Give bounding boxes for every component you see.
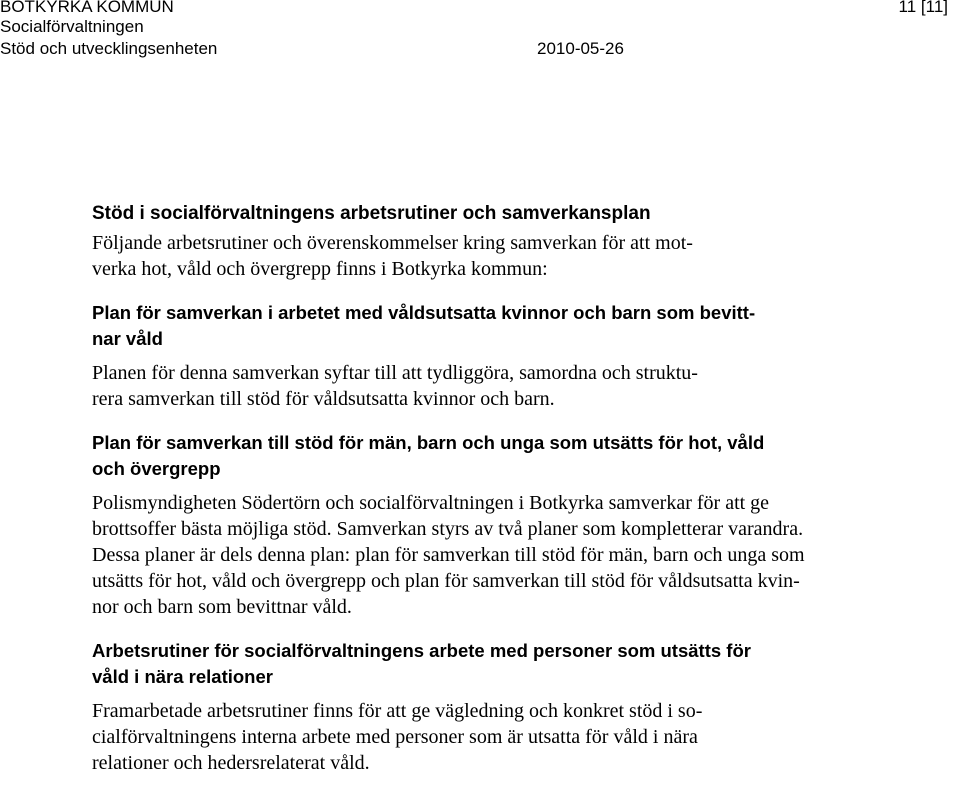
organization-name: BOTKYRKA KOMMUN <box>0 0 174 16</box>
plan2-title <box>92 430 952 482</box>
plan1-title <box>92 300 952 352</box>
department-name: Socialförvaltningen <box>0 17 144 36</box>
routines-paragraph <box>92 698 952 776</box>
plan1-title-line: Plan för samverkan i arbetet med våldsutsatta kvinnor och barn som bevitt- <box>92 302 756 323</box>
plan2-body-line: utsätts för hot, våld och övergrepp och plan för samverkan till stöd för våldsutsatta kvin- <box>92 570 800 592</box>
document-date: 2010-05-26 <box>537 39 624 58</box>
plan1-paragraph <box>92 360 952 412</box>
routines-title-line: Arbetsrutiner för socialförvaltningens arbete med personer som utsätts för <box>92 640 751 661</box>
routines-body-line: Framarbetade arbetsrutiner finns för att ge vägledning och konkret stöd i so- <box>92 700 703 722</box>
plan1-body-line: Planen för denna samverkan syftar till att tydliggöra, samordna och struktu- <box>92 362 698 384</box>
intro-line: verka hot, våld och övergrepp finns i Botkyrka kommun: <box>92 258 548 280</box>
routines-body-line: relationer och hedersrelaterat våld. <box>92 752 370 774</box>
plan2-body-line: Dessa planer är dels denna plan: plan för samverkan till stöd för män, barn och unga som <box>92 544 805 566</box>
document-body <box>92 201 952 776</box>
intro-paragraph <box>92 230 952 282</box>
plan2-body-line: Polismyndigheten Södertörn och socialförvaltningen i Botkyrka samverkar för att ge <box>92 492 770 514</box>
plan2-title-line: Plan för samverkan till stöd för män, barn och unga som utsätts för hot, våld <box>92 432 765 453</box>
plan2-title-line: och övergrepp <box>92 458 221 479</box>
routines-title-line: våld i nära relationer <box>92 666 273 687</box>
plan1-title-line: nar våld <box>92 328 163 349</box>
section-title: Stöd i socialförvaltningens arbetsrutiner och samverkansplan <box>92 203 651 224</box>
plan2-body-line: brottsoffer bästa möjliga stöd. Samverkan styrs av två planer som kompletterar varandra. <box>92 518 804 540</box>
unit-name: Stöd och utvecklingsenheten <box>0 39 218 58</box>
page-number: 11 [11] <box>898 0 948 16</box>
plan2-paragraph <box>92 490 952 620</box>
plan2-body-line: nor och barn som bevittnar våld. <box>92 596 352 618</box>
intro-line: Följande arbetsrutiner och överenskommelser kring samverkan för att mot- <box>92 232 693 254</box>
routines-body-line: cialförvaltningens interna arbete med personer som är utsatta för våld i nära <box>92 726 698 748</box>
routines-title <box>92 638 952 690</box>
plan1-body-line: rera samverkan till stöd för våldsutsatta kvinnor och barn. <box>92 388 555 410</box>
